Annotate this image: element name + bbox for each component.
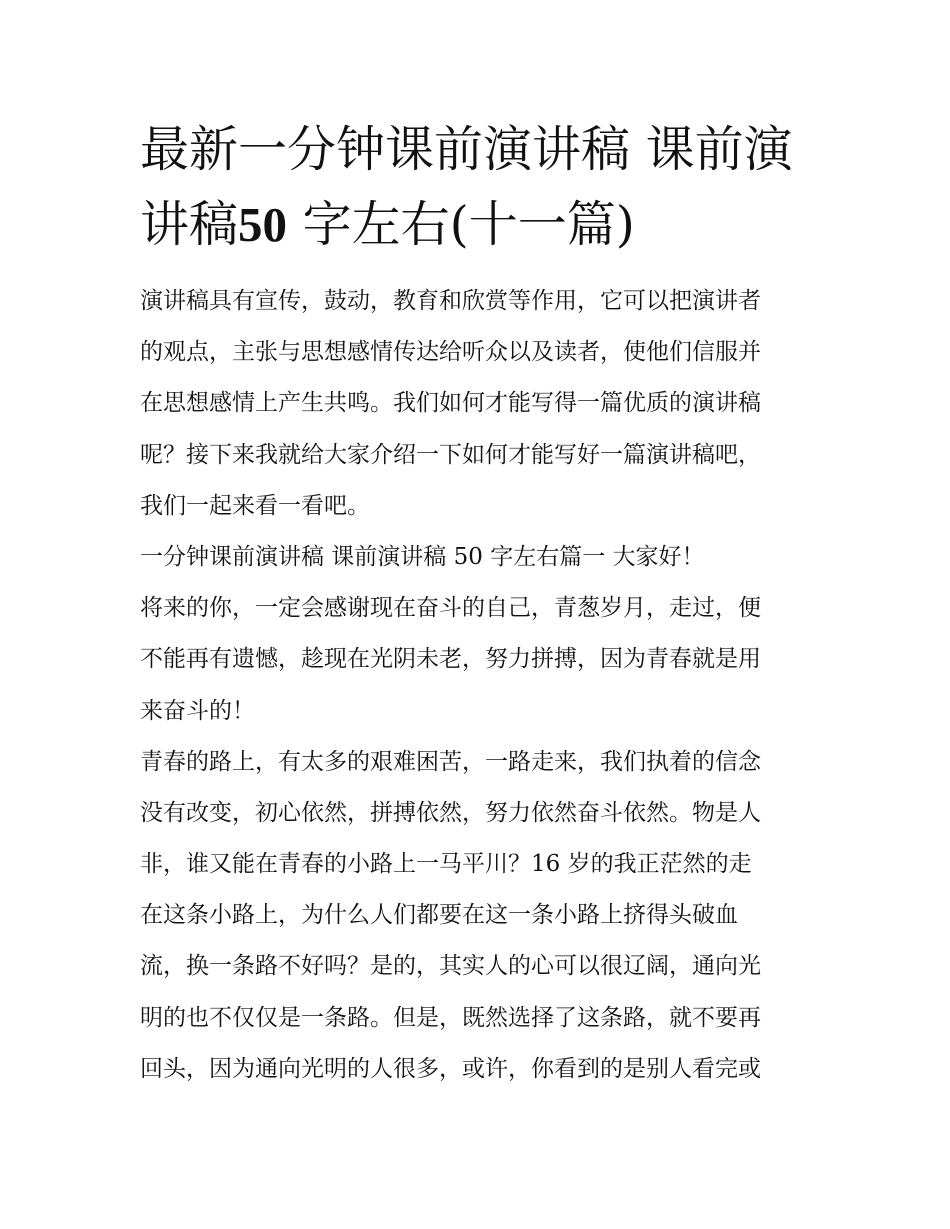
body-line: 回头，因为通向光明的人很多，或许，你看到的是别人看完或 bbox=[140, 1055, 761, 1082]
body-line: 在这条小路上，为什么人们都要在这一条小路上挤得头破血 bbox=[140, 902, 738, 929]
body-line: 明的也不仅仅是一条路。但是，既然选择了这条路，就不要再 bbox=[140, 1004, 761, 1031]
body-line: 非，谁又能在青春的小路上一马平川？16 岁的我正茫然的走 bbox=[140, 851, 752, 878]
title-line-2-number: 50 bbox=[238, 197, 288, 252]
body-line: 流，换一条路不好吗？是的，其实人的心可以很辽阔，通向光 bbox=[140, 953, 761, 980]
title-line-2-prefix: 讲稿 bbox=[140, 196, 239, 253]
body-line: 不能再有遗憾，趁现在光阴未老，努力拼搏，因为青春就是用 bbox=[140, 646, 761, 673]
body-line: 我们一起来看一看吧。 bbox=[140, 492, 370, 519]
document-title bbox=[140, 112, 820, 262]
title-line-2-suffix: 字左右(十一篇) bbox=[302, 196, 635, 253]
document-body bbox=[140, 276, 830, 1095]
title-line-1: 最新一分钟课前演讲稿 课前演 bbox=[140, 121, 793, 178]
body-line: 将来的你，一定会感谢现在奋斗的自己，青葱岁月，走过，便 bbox=[140, 595, 761, 622]
section-heading-line: 一分钟课前演讲稿 课前演讲稿 50 字左右篇一 大家好！ bbox=[140, 543, 705, 570]
body-line: 在思想感情上产生共鸣。我们如何才能写得一篇优质的演讲稿 bbox=[140, 390, 761, 417]
body-line: 没有改变，初心依然，拼搏依然，努力依然奋斗依然。物是人 bbox=[140, 799, 761, 826]
body-line: 来奋斗的！ bbox=[140, 697, 255, 724]
body-line: 呢？接下来我就给大家介绍一下如何才能写好一篇演讲稿吧， bbox=[140, 441, 761, 468]
body-line: 青春的路上，有太多的艰难困苦，一路走来，我们执着的信念 bbox=[140, 748, 761, 775]
body-line: 的观点，主张与思想感情传达给听众以及读者，使他们信服并 bbox=[140, 339, 761, 366]
body-line: 演讲稿具有宣传，鼓动，教育和欣赏等作用，它可以把演讲者 bbox=[140, 288, 761, 314]
